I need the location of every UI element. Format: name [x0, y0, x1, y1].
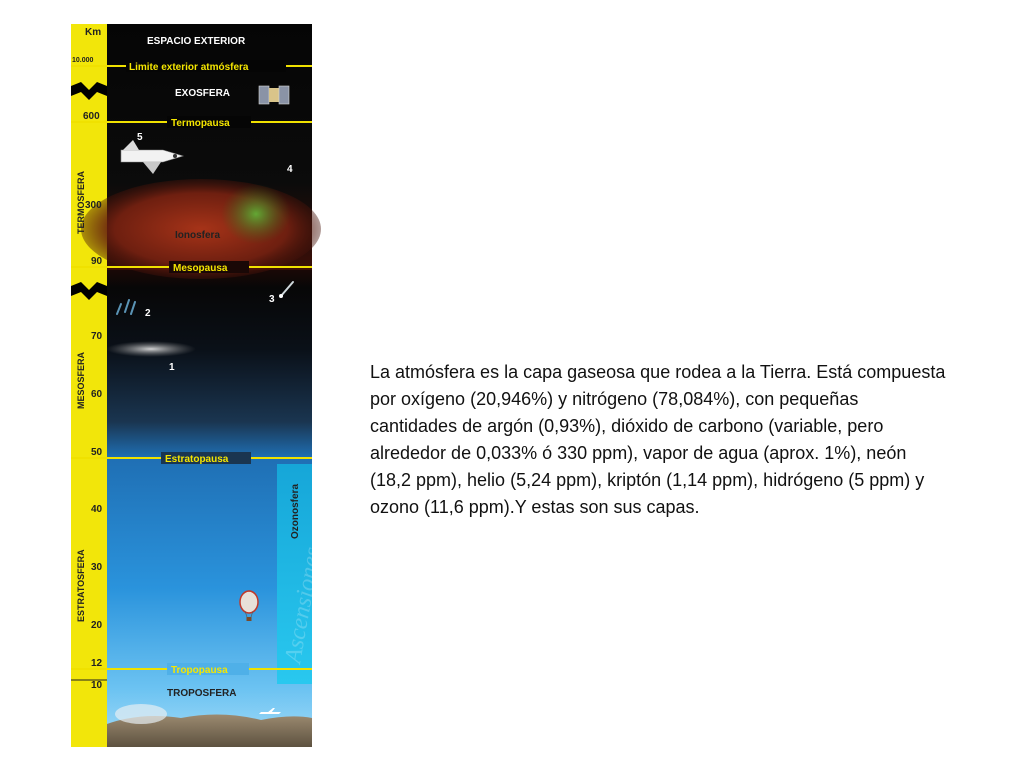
low-cloud — [115, 704, 167, 724]
scale-tick-12: 12 — [91, 658, 103, 669]
boundary-label-outer: Limite exterior atmósfera — [129, 62, 249, 73]
scale-tick-40: 40 — [91, 504, 103, 515]
scale-tick-600: 600 — [83, 111, 100, 122]
boundary-label-mesopause: Mesopausa — [173, 263, 228, 274]
scale-tick-90: 90 — [91, 256, 103, 267]
marker-3: 3 — [269, 294, 275, 305]
scale-tick-30: 30 — [91, 562, 103, 573]
region-label-ionosphere: Ionosfera — [175, 230, 221, 241]
side-label-thermosphere: TERMOSFERA — [76, 171, 86, 234]
region-label-outer-space: ESPACIO EXTERIOR — [147, 36, 246, 47]
scale-tick-60: 60 — [91, 389, 103, 400]
side-label-mesosphere: MESOSFERA — [76, 351, 86, 409]
scale-tick-10: 10 — [91, 680, 103, 691]
scale-tick-50: 50 — [91, 447, 103, 458]
atmosphere-layers-diagram — [71, 24, 327, 747]
scale-tick-10000: 10.000 — [72, 57, 94, 64]
region-label-troposphere: TROPOSFERA — [167, 688, 237, 699]
scale-unit: Km — [85, 27, 102, 38]
boundary-label-thermopause: Termopausa — [171, 118, 230, 129]
region-label-exosphere: EXOSFERA — [175, 88, 231, 99]
marker-5: 5 — [137, 132, 143, 143]
marker-2: 2 — [145, 308, 151, 319]
boundary-label-tropopause: Tropopausa — [171, 665, 228, 676]
ozone-label: Ozonosfera — [290, 483, 301, 539]
noctilucent-cloud — [106, 341, 196, 357]
boundary-label-stratopause: Estratopausa — [165, 454, 229, 465]
description-paragraph: La atmósfera es la capa gaseosa que rodea a la Tierra. Está compuesta por oxígeno (20,946%) y nitrógeno (78,084%), con pequeñas cantidades de argón (0,93%), dióxido de carbono (variable, pero alrededor de 0,033% ó 330 ppm), vapor de agua (aprox. 1%), neón (18,2 ppm), helio (5,24 ppm), kriptón (1,14 ppm), hidrógeno (5 ppm) y ozono (11,6 ppm).Y estas son sus capas. — [370, 362, 946, 517]
watermark: Ascensiones — [280, 544, 327, 666]
scale-tick-70: 70 — [91, 331, 103, 342]
satellite-icon — [259, 86, 289, 104]
side-label-stratosphere: ESTRATOSFERA — [76, 549, 86, 622]
marker-1: 1 — [169, 362, 175, 373]
marker-4: 4 — [287, 164, 293, 175]
scale-tick-300: 300 — [85, 200, 102, 211]
aurora-glow — [221, 184, 291, 244]
scale-tick-20: 20 — [91, 620, 103, 631]
